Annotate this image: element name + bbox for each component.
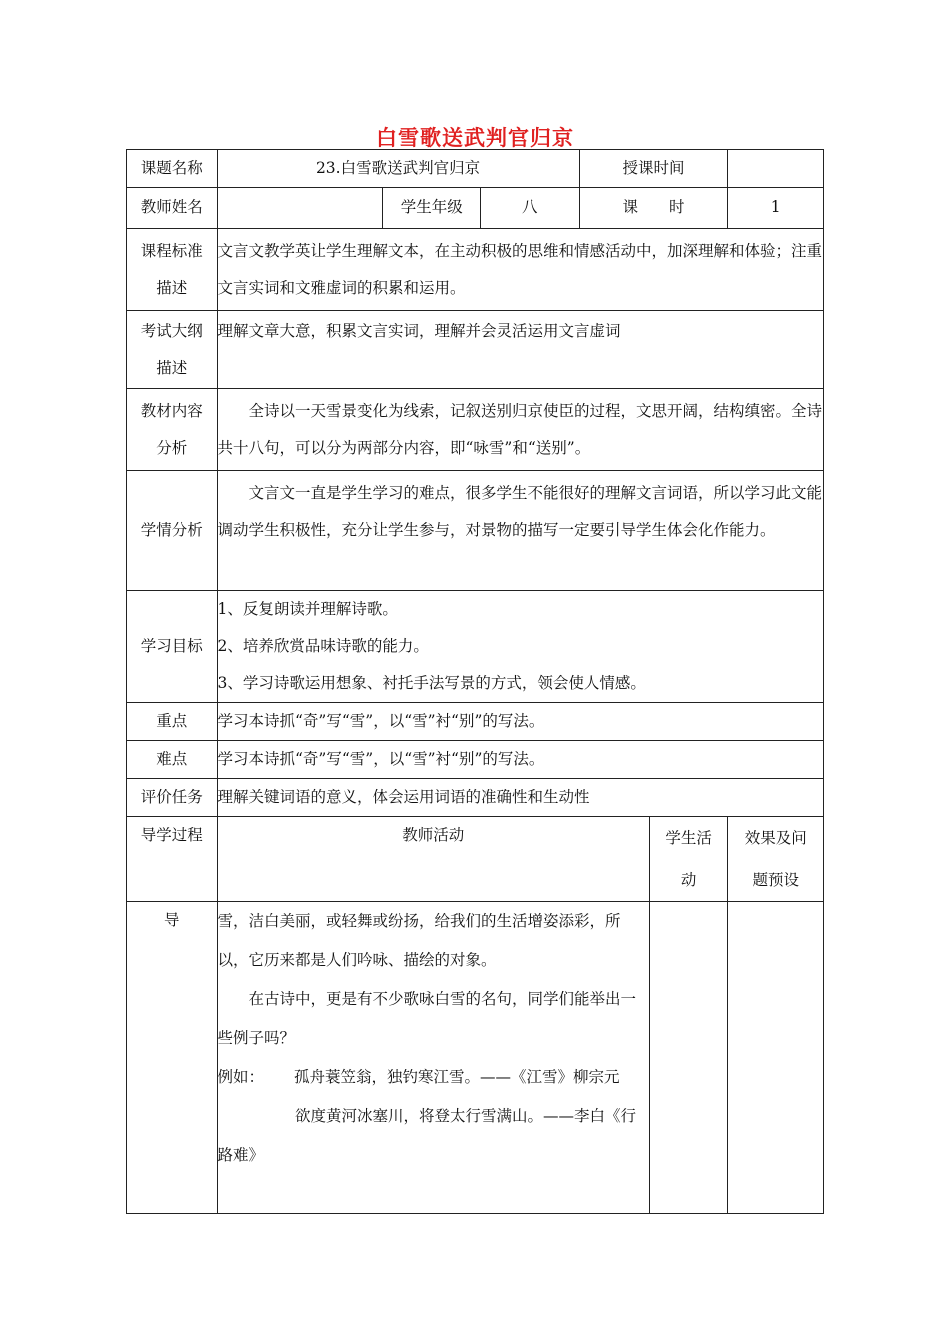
row-students xyxy=(127,471,824,591)
intro-paragraph-2: 在古诗中，更是有不少歌咏白雪的名句，同学们能举出一些例子吗？ xyxy=(217,990,637,1047)
row-key-point xyxy=(127,703,824,741)
course-name-value: 23.白雪歌送武判官归京 xyxy=(217,150,579,188)
standard-label xyxy=(127,229,218,311)
key-point-text: 学习本诗抓“奇”写“雪”，以“雪”衬“别”的写法。 xyxy=(217,703,824,741)
row-material xyxy=(127,389,824,471)
effect-line1: 效果及问 xyxy=(744,829,807,847)
difficulty-text: 学习本诗抓“奇”写“雪”，以“雪”衬“别”的写法。 xyxy=(217,741,824,779)
row-goals xyxy=(127,591,824,703)
teacher-activity-content xyxy=(217,902,649,1214)
hours-value: 1 xyxy=(728,188,824,229)
material-label-line1: 教材内容 xyxy=(140,402,203,420)
row-course-name xyxy=(127,150,824,188)
row-process-header xyxy=(127,817,824,902)
students-text: 文言文一直是学生学习的难点，很多学生不能很好的理解文言词语，所以学习此文能调动学生积极性，充分让学生参与，对景物的描写一定要引导学生体会化作能力。 xyxy=(217,471,824,591)
row-difficulty xyxy=(127,741,824,779)
teacher-label: 教师姓名 xyxy=(127,188,218,229)
row-process-intro xyxy=(127,902,824,1214)
intro-paragraph-1: 雪，洁白美丽，或轻舞或纷扬，给我们的生活增姿添彩，所以，它历来都是人们吟咏、描绘的对象。 xyxy=(217,912,621,969)
teaching-time-value xyxy=(728,150,824,188)
example-1-text: 孤舟蓑笠翁，独钓寒江雪。——《江雪》柳宗元 xyxy=(294,1068,620,1086)
hours-label: 课 时 xyxy=(579,188,728,229)
teacher-activity-header: 教师活动 xyxy=(217,817,649,902)
row-teacher xyxy=(127,188,824,229)
exam-label xyxy=(127,311,218,389)
teacher-value xyxy=(217,188,383,229)
goal-item: 3、学习诗歌运用想象、衬托手法写景的方式，领会使人情感。 xyxy=(217,674,646,692)
row-standard xyxy=(127,229,824,311)
grade-label: 学生年级 xyxy=(383,188,481,229)
key-point-label: 重点 xyxy=(127,703,218,741)
row-evaluation xyxy=(127,779,824,817)
student-activity-cell xyxy=(649,902,727,1214)
grade-value: 八 xyxy=(480,188,579,229)
students-label: 学情分析 xyxy=(127,471,218,591)
course-name-label: 课题名称 xyxy=(127,150,218,188)
standard-text: 文言文教学英让学生理解文本，在主动积极的思维和情感活动中，加深理解和体验；注重文言实词和文雅虚词的积累和运用。 xyxy=(217,229,824,311)
effect-cell xyxy=(728,902,824,1214)
standard-label-line2: 描述 xyxy=(156,279,188,297)
teaching-time-label: 授课时间 xyxy=(579,150,728,188)
evaluation-text: 理解关键词语的意义，体会运用词语的准确性和生动性 xyxy=(217,779,824,817)
example-1 xyxy=(218,1058,649,1097)
effect-line2: 题预设 xyxy=(752,871,799,889)
process-label: 导学过程 xyxy=(127,817,218,902)
lesson-plan-table xyxy=(126,149,824,1214)
evaluation-label: 评价任务 xyxy=(127,779,218,817)
row-exam xyxy=(127,311,824,389)
goal-item: 2、培养欣赏品味诗歌的能力。 xyxy=(217,637,429,655)
exam-text: 理解文章大意，积累文言实词，理解并会灵活运用文言虚词 xyxy=(217,311,824,389)
material-label xyxy=(127,389,218,471)
student-activity-line1: 学生活 xyxy=(665,829,712,847)
exam-label-line1: 考试大纲 xyxy=(140,322,203,340)
effect-header xyxy=(728,817,824,902)
step-label: 导 xyxy=(127,902,218,1214)
page-title: 白雪歌送武判官归京 xyxy=(376,126,574,150)
goal-item: 1、反复朗读并理解诗歌。 xyxy=(217,600,398,618)
goals-label: 学习目标 xyxy=(127,591,218,703)
difficulty-label: 难点 xyxy=(127,741,218,779)
goals-list xyxy=(217,591,824,703)
material-label-line2: 分析 xyxy=(156,439,188,457)
material-text: 全诗以一天雪景变化为线索，记叙送别归京使臣的过程，文思开阔，结构缜密。全诗共十八句，可以分为两部分内容，即“咏雪”和“送别”。 xyxy=(217,389,824,471)
exam-label-line2: 描述 xyxy=(156,359,188,377)
example-2: 欲度黄河冰塞川，将登太行雪满山。——李白《行路难》 xyxy=(217,1107,637,1164)
student-activity-header xyxy=(649,817,727,902)
standard-label-line1: 课程标准 xyxy=(140,242,203,260)
student-activity-line2: 动 xyxy=(680,871,697,889)
example-prefix: 例如： xyxy=(217,1068,265,1086)
